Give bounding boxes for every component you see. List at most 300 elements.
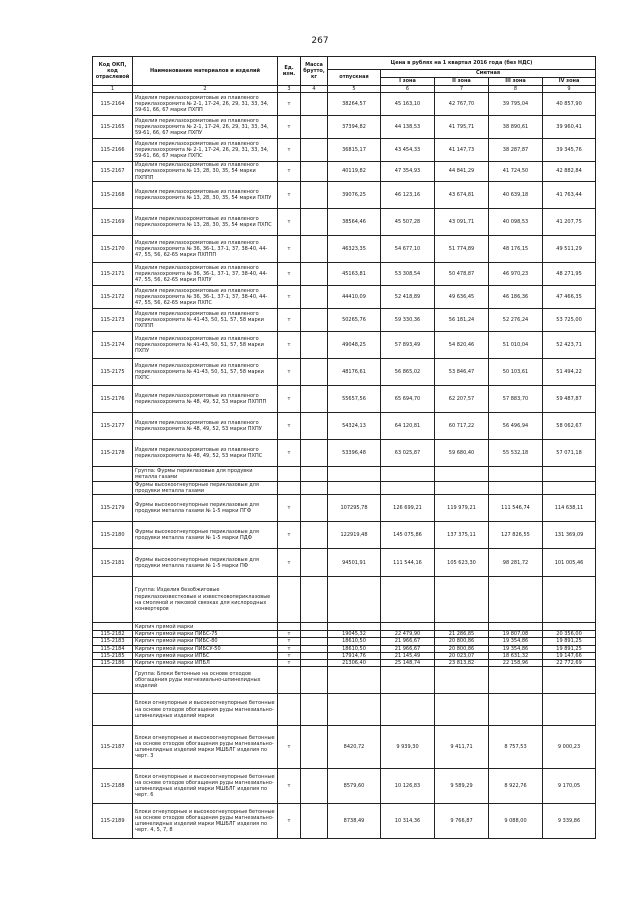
row-price-release: 19045,32 — [328, 631, 381, 638]
row-code: 115-2166 — [93, 139, 133, 162]
row-code: 115-2189 — [93, 804, 133, 839]
row-mass — [301, 262, 328, 285]
row-unit: т — [278, 769, 301, 804]
row-code — [93, 623, 133, 631]
row-code: 115-2188 — [93, 769, 133, 804]
row-unit: т — [278, 549, 301, 577]
row-price-zone-1: 59 330,36 — [381, 308, 435, 331]
row-price-zone-4: 42 882,84 — [543, 162, 596, 182]
row-name: Изделия периклазохромитовые из плавленого периклазохромита № 2-1, 17-24, 26, 29, 31, 33, 34, 59-61, 66, 67 марки ПХПП — [133, 93, 278, 116]
row-price-release: 49048,25 — [328, 331, 381, 358]
row-price-zone-2: 23 813,82 — [435, 660, 489, 667]
row-name: Блоки огнеупорные и высокоогнеупорные бетонные на основе отходов обогащения руды магнезиально-шпинелидных изделий марки МШБЛГ изделия по черт. 3 — [133, 726, 278, 769]
row-price-zone-2: 20 023,07 — [435, 652, 489, 659]
table-row — [93, 660, 596, 667]
row-code: 115-2187 — [93, 726, 133, 769]
table-header — [93, 57, 596, 93]
row-price-release: 8738,49 — [328, 804, 381, 839]
row-price-release: 21306,40 — [328, 660, 381, 667]
row-unit — [278, 667, 301, 694]
row-price-zone-2: 56 181,24 — [435, 308, 489, 331]
row-price-zone-3: 40 639,18 — [489, 181, 543, 208]
row-mass — [301, 623, 328, 631]
row-mass — [301, 522, 328, 549]
row-unit: т — [278, 208, 301, 235]
row-code: 115-2170 — [93, 235, 133, 262]
row-price-zone-2: 20 800,86 — [435, 645, 489, 652]
row-code: 115-2165 — [93, 116, 133, 139]
row-price-zone-1: 53 308,54 — [381, 262, 435, 285]
row-name: Изделия периклазохромитовые из плавленого периклазохромита № 48, 49, 52, 53 марки ПХПУ — [133, 412, 278, 439]
column-number: 4 — [301, 86, 328, 93]
row-name: Кирпич прямой марки ПИБСУ-50 — [133, 645, 278, 652]
row-price-zone-1 — [381, 466, 435, 481]
row-unit: т — [278, 162, 301, 182]
row-code: 115-2164 — [93, 93, 133, 116]
row-price-zone-4: 9 339,86 — [543, 804, 596, 839]
row-code — [93, 667, 133, 694]
row-price-zone-4: 114 638,11 — [543, 495, 596, 522]
table-row — [93, 235, 596, 262]
table-row — [93, 495, 596, 522]
table-row — [93, 645, 596, 652]
row-name: Фурмы высокоогнеупорные периклазовые для продувки металла газами № 1-5 марки ПФ — [133, 549, 278, 577]
row-price-zone-2: 9 589,29 — [435, 769, 489, 804]
column-number: 7 — [435, 86, 489, 93]
column-number: 6 — [381, 86, 435, 93]
row-name: Изделия периклазохромитовые из плавленого периклазохромита № 2-1, 17-24, 26, 29, 31, 33, 34, 59-61, 66, 67 марки ПХПУ — [133, 116, 278, 139]
row-price-zone-4: 39 345,76 — [543, 139, 596, 162]
row-price-zone-4: 19 891,25 — [543, 645, 596, 652]
row-price-zone-2: 51 774,89 — [435, 235, 489, 262]
row-price-release — [328, 466, 381, 481]
table-row — [93, 412, 596, 439]
row-price-zone-4: 20 356,00 — [543, 631, 596, 638]
row-price-zone-3: 8 757,53 — [489, 726, 543, 769]
row-price-zone-1: 21 145,49 — [381, 652, 435, 659]
row-unit: т — [278, 181, 301, 208]
row-mass — [301, 466, 328, 481]
row-price-zone-3: 39 795,04 — [489, 93, 543, 116]
row-unit — [278, 623, 301, 631]
row-price-zone-4: 39 960,41 — [543, 116, 596, 139]
row-mass — [301, 652, 328, 659]
table-row — [93, 139, 596, 162]
row-mass — [301, 495, 328, 522]
row-price-release: 122919,48 — [328, 522, 381, 549]
row-code: 115-2185 — [93, 652, 133, 659]
row-price-zone-4: 48 271,95 — [543, 262, 596, 285]
row-name: Изделия периклазохромитовые из плавленого периклазохромита № 48, 49, 52, 53 марки ПХППП — [133, 385, 278, 412]
row-mass — [301, 331, 328, 358]
row-price-release — [328, 623, 381, 631]
row-name: Изделия периклазохромитовые из плавленого периклазохромита № 36, 36-1, 37-1, 37, 38-40, 44-47, 55, 56, 62-65 марки ПХПУ — [133, 262, 278, 285]
row-price-zone-2: 54 820,46 — [435, 331, 489, 358]
row-unit: т — [278, 235, 301, 262]
row-price-zone-3: 55 532,18 — [489, 439, 543, 466]
table-row — [93, 181, 596, 208]
row-code: 115-2174 — [93, 331, 133, 358]
table-row — [93, 726, 596, 769]
row-code: 115-2180 — [93, 522, 133, 549]
row-price-zone-1: 21 966,67 — [381, 638, 435, 645]
row-price-zone-4: 49 511,29 — [543, 235, 596, 262]
header-zone-3: III зона — [489, 78, 543, 86]
row-price-release — [328, 577, 381, 623]
row-code — [93, 481, 133, 494]
row-price-zone-1: 45 163,10 — [381, 93, 435, 116]
row-price-release: 17914,76 — [328, 652, 381, 659]
row-price-zone-2: 43 091,71 — [435, 208, 489, 235]
row-unit: т — [278, 522, 301, 549]
row-price-zone-1: 145 075,86 — [381, 522, 435, 549]
table-row — [93, 331, 596, 358]
row-price-zone-3: 51 010,04 — [489, 331, 543, 358]
row-code: 115-2184 — [93, 645, 133, 652]
row-unit — [278, 694, 301, 726]
row-unit: т — [278, 412, 301, 439]
row-price-release: 38264,57 — [328, 93, 381, 116]
row-price-zone-3: 18 631,32 — [489, 652, 543, 659]
row-price-zone-1 — [381, 481, 435, 494]
row-price-release: 39076,25 — [328, 181, 381, 208]
row-code — [93, 577, 133, 623]
row-price-zone-1: 43 454,33 — [381, 139, 435, 162]
table-row — [93, 116, 596, 139]
row-mass — [301, 116, 328, 139]
row-price-release: 36815,17 — [328, 139, 381, 162]
row-price-release: 48176,61 — [328, 358, 381, 385]
row-price-zone-1: 57 893,49 — [381, 331, 435, 358]
row-price-zone-3: 8 922,76 — [489, 769, 543, 804]
row-unit: т — [278, 358, 301, 385]
row-price-zone-2: 119 979,21 — [435, 495, 489, 522]
table-row — [93, 93, 596, 116]
row-unit: т — [278, 495, 301, 522]
row-price-zone-3: 56 496,94 — [489, 412, 543, 439]
row-price-zone-4: 9 170,05 — [543, 769, 596, 804]
table-row — [93, 481, 596, 494]
table-row — [93, 522, 596, 549]
row-price-zone-2: 62 207,57 — [435, 385, 489, 412]
table-row — [93, 694, 596, 726]
row-price-zone-3: 19 354,86 — [489, 638, 543, 645]
row-mass — [301, 660, 328, 667]
row-price-zone-1 — [381, 667, 435, 694]
row-price-zone-4: 51 494,22 — [543, 358, 596, 385]
row-price-zone-3: 46 970,23 — [489, 262, 543, 285]
row-price-zone-3: 98 281,72 — [489, 549, 543, 577]
table-row — [93, 638, 596, 645]
row-price-zone-4 — [543, 577, 596, 623]
row-name: Изделия периклазохромитовые из плавленого периклазохромита № 13, 28, 30, 35, 54 марки ПХППП — [133, 162, 278, 182]
row-unit: т — [278, 660, 301, 667]
row-price-zone-2 — [435, 577, 489, 623]
row-price-zone-1: 46 123,16 — [381, 181, 435, 208]
row-price-zone-4: 41 207,75 — [543, 208, 596, 235]
row-price-zone-4: 131 369,09 — [543, 522, 596, 549]
row-mass — [301, 726, 328, 769]
row-price-zone-3: 38 890,61 — [489, 116, 543, 139]
row-price-zone-1: 9 939,30 — [381, 726, 435, 769]
row-price-zone-2 — [435, 667, 489, 694]
row-mass — [301, 181, 328, 208]
row-price-zone-2: 41 795,71 — [435, 116, 489, 139]
row-price-zone-3 — [489, 577, 543, 623]
row-code: 115-2176 — [93, 385, 133, 412]
row-code: 115-2179 — [93, 495, 133, 522]
row-price-zone-3: 19 354,86 — [489, 645, 543, 652]
row-code: 115-2183 — [93, 638, 133, 645]
row-price-zone-4: 22 772,69 — [543, 660, 596, 667]
row-price-zone-3: 50 103,61 — [489, 358, 543, 385]
row-unit — [278, 466, 301, 481]
table-row — [93, 769, 596, 804]
row-price-release: 54324,13 — [328, 412, 381, 439]
row-price-zone-4: 41 763,44 — [543, 181, 596, 208]
row-price-zone-1: 64 120,81 — [381, 412, 435, 439]
row-price-zone-1: 45 507,28 — [381, 208, 435, 235]
row-name: Фурмы высокоогнеупорные периклазовые для продувки металла газами № 1-5 марки ПГФ — [133, 495, 278, 522]
row-mass — [301, 667, 328, 694]
table-body — [93, 93, 596, 839]
row-name: Блоки огнеупорные и высокоогнеупорные бетонные на основе отходов обогащения руды магнезиально-шпинелидных изделий марки МШБЛГ изделия по черт. 6 — [133, 769, 278, 804]
row-price-zone-1: 54 677,10 — [381, 235, 435, 262]
header-name: Наименование материалов и изделий — [133, 57, 278, 86]
row-price-zone-3: 22 158,96 — [489, 660, 543, 667]
row-price-zone-1 — [381, 694, 435, 726]
row-price-release: 55657,56 — [328, 385, 381, 412]
row-unit: т — [278, 804, 301, 839]
row-price-zone-4 — [543, 466, 596, 481]
row-code: 115-2182 — [93, 631, 133, 638]
row-price-zone-1: 21 966,67 — [381, 645, 435, 652]
row-price-zone-1: 111 544,16 — [381, 549, 435, 577]
column-number: 5 — [328, 86, 381, 93]
row-price-zone-1: 126 699,21 — [381, 495, 435, 522]
row-price-zone-4: 40 857,90 — [543, 93, 596, 116]
row-price-release: 107295,78 — [328, 495, 381, 522]
row-code — [93, 466, 133, 481]
table-row — [93, 262, 596, 285]
row-name: Изделия периклазохромитовые из плавленого периклазохромита № 13, 28, 30, 35, 54 марки ПХПС — [133, 208, 278, 235]
row-price-zone-4: 57 071,18 — [543, 439, 596, 466]
row-price-release: 44410,09 — [328, 285, 381, 308]
row-price-release — [328, 667, 381, 694]
row-price-zone-4: 9 000,23 — [543, 726, 596, 769]
row-name: Фурмы высокоогнеупорные периклазовые для продувки металла газами — [133, 481, 278, 494]
row-name: Кирпич прямой марки ИПБЛ — [133, 660, 278, 667]
row-price-zone-2: 20 800,86 — [435, 638, 489, 645]
header-estimate: Сметная — [381, 70, 596, 78]
column-number: 1 — [93, 86, 133, 93]
row-code: 115-2178 — [93, 439, 133, 466]
row-price-zone-1: 63 025,87 — [381, 439, 435, 466]
row-unit — [278, 577, 301, 623]
row-price-zone-4 — [543, 667, 596, 694]
row-mass — [301, 694, 328, 726]
header-price-group: Цена в рублях на 1 квартал 2016 года (без НДС) — [328, 57, 596, 70]
table-row — [93, 439, 596, 466]
row-name: Кирпич прямой марки ИПБС — [133, 652, 278, 659]
row-price-zone-4: 52 423,71 — [543, 331, 596, 358]
row-name: Группа: Фурмы периклазовые для продувки металла газами — [133, 466, 278, 481]
row-code: 115-2171 — [93, 262, 133, 285]
row-unit: т — [278, 139, 301, 162]
row-price-zone-2: 9 766,87 — [435, 804, 489, 839]
table-row — [93, 804, 596, 839]
row-name: Блоки огнеупорные и высокоогнеупорные бетонные на основе отходов обогащения руды магнезиально-шпинелидных изделий марки — [133, 694, 278, 726]
row-mass — [301, 139, 328, 162]
header-zone-4: IV зона — [543, 78, 596, 86]
row-unit: т — [278, 285, 301, 308]
row-price-zone-1: 44 138,53 — [381, 116, 435, 139]
row-price-release — [328, 481, 381, 494]
row-name: Кирпич прямой марки — [133, 623, 278, 631]
row-price-zone-1: 22 479,90 — [381, 631, 435, 638]
row-mass — [301, 93, 328, 116]
row-price-zone-4: 19 891,25 — [543, 638, 596, 645]
table-row — [93, 285, 596, 308]
row-name: Кирпич прямой марки ПИБС-80 — [133, 638, 278, 645]
column-numbers-row — [93, 86, 596, 93]
row-code: 115-2168 — [93, 181, 133, 208]
header-mass: Масса брутто, кг — [301, 57, 328, 86]
row-price-zone-2: 41 147,73 — [435, 139, 489, 162]
row-price-release: 18610,50 — [328, 638, 381, 645]
column-number: 8 — [489, 86, 543, 93]
row-price-zone-4 — [543, 481, 596, 494]
row-unit — [278, 481, 301, 494]
row-code: 115-2186 — [93, 660, 133, 667]
table-row — [93, 385, 596, 412]
row-code: 115-2172 — [93, 285, 133, 308]
row-mass — [301, 645, 328, 652]
row-price-zone-2: 49 636,45 — [435, 285, 489, 308]
row-price-zone-2: 21 286,85 — [435, 631, 489, 638]
row-price-zone-4 — [543, 623, 596, 631]
group-row — [93, 577, 596, 623]
row-mass — [301, 631, 328, 638]
row-code: 115-2181 — [93, 549, 133, 577]
row-name: Фурмы высокоогнеупорные периклазовые для продувки металла газами № 1-5 марки ПДФ — [133, 522, 278, 549]
row-price-zone-3: 111 546,74 — [489, 495, 543, 522]
row-unit: т — [278, 726, 301, 769]
row-price-zone-1 — [381, 623, 435, 631]
row-price-zone-3: 41 724,50 — [489, 162, 543, 182]
column-number: 9 — [543, 86, 596, 93]
row-mass — [301, 385, 328, 412]
row-price-zone-1 — [381, 577, 435, 623]
row-price-zone-4: 19 147,66 — [543, 652, 596, 659]
row-price-release: 53396,48 — [328, 439, 381, 466]
row-price-zone-4: 53 725,00 — [543, 308, 596, 331]
row-price-zone-1: 10 126,83 — [381, 769, 435, 804]
row-unit: т — [278, 439, 301, 466]
row-price-zone-3: 46 186,36 — [489, 285, 543, 308]
row-price-zone-1: 65 694,70 — [381, 385, 435, 412]
row-price-zone-2 — [435, 481, 489, 494]
row-price-zone-3 — [489, 694, 543, 726]
row-price-zone-2: 50 478,87 — [435, 262, 489, 285]
table-row — [93, 358, 596, 385]
row-name: Группа: Блоки бетонные на основе отходов обогащения руды магнезиально-шпинелидных изделий — [133, 667, 278, 694]
row-price-zone-4: 47 466,35 — [543, 285, 596, 308]
row-price-zone-3 — [489, 623, 543, 631]
table-row — [93, 623, 596, 631]
row-mass — [301, 549, 328, 577]
row-mass — [301, 358, 328, 385]
row-name: Блоки огнеупорные и высокоогнеупорные бетонные на основе отходов обогащения руды магнезиально-шпинелидных изделий марки МШБЛГ изделия по черт. 4, 5, 7, 8 — [133, 804, 278, 839]
row-unit: т — [278, 116, 301, 139]
row-price-zone-1: 10 314,36 — [381, 804, 435, 839]
row-unit: т — [278, 93, 301, 116]
row-price-release: 46323,35 — [328, 235, 381, 262]
table-row — [93, 308, 596, 331]
row-price-zone-3: 38 287,87 — [489, 139, 543, 162]
row-price-zone-3 — [489, 481, 543, 494]
row-price-release — [328, 694, 381, 726]
column-number: 3 — [278, 86, 301, 93]
row-unit: т — [278, 331, 301, 358]
row-mass — [301, 308, 328, 331]
row-mass — [301, 285, 328, 308]
header-code: Код ОКП, код отраслевой — [93, 57, 133, 86]
page-number: 267 — [311, 36, 329, 46]
row-price-release: 40119,82 — [328, 162, 381, 182]
row-name: Изделия периклазохромитовые из плавленого периклазохромита № 41-43, 50, 51, 57, 58 марки ПХППП — [133, 308, 278, 331]
header-zone-2: II зона — [435, 78, 489, 86]
price-table — [92, 56, 596, 839]
table-row — [93, 162, 596, 182]
row-price-zone-1: 52 418,89 — [381, 285, 435, 308]
row-price-zone-3: 52 276,24 — [489, 308, 543, 331]
row-price-release: 45163,81 — [328, 262, 381, 285]
row-unit: т — [278, 262, 301, 285]
row-price-zone-2: 59 680,40 — [435, 439, 489, 466]
row-price-zone-4: 59 487,87 — [543, 385, 596, 412]
row-name: Группа: Изделия безобжиговые периклазоизвестковые и известковопериклазовые на смоляной и пековой связках для кислородных конвертеров — [133, 577, 278, 623]
row-price-zone-3 — [489, 667, 543, 694]
row-price-zone-2: 9 411,71 — [435, 726, 489, 769]
column-number: 2 — [133, 86, 278, 93]
header-release: отпускная — [328, 70, 381, 86]
row-price-zone-2 — [435, 466, 489, 481]
row-code: 115-2173 — [93, 308, 133, 331]
row-price-zone-4: 58 062,67 — [543, 412, 596, 439]
row-price-zone-4: 101 005,46 — [543, 549, 596, 577]
row-price-zone-2: 42 767,70 — [435, 93, 489, 116]
row-price-release: 8420,72 — [328, 726, 381, 769]
row-price-release: 8579,60 — [328, 769, 381, 804]
table-row — [93, 652, 596, 659]
table-row — [93, 631, 596, 638]
row-mass — [301, 412, 328, 439]
row-unit: т — [278, 308, 301, 331]
group-row — [93, 466, 596, 481]
row-unit: т — [278, 645, 301, 652]
row-price-release: 94501,91 — [328, 549, 381, 577]
row-price-zone-1: 47 354,93 — [381, 162, 435, 182]
row-price-zone-3: 19 807,08 — [489, 631, 543, 638]
row-price-zone-2: 44 841,29 — [435, 162, 489, 182]
row-code: 115-2177 — [93, 412, 133, 439]
row-mass — [301, 577, 328, 623]
row-name: Изделия периклазохромитовые из плавленого периклазохромита № 48, 49, 52, 53 марки ПХПС — [133, 439, 278, 466]
row-name: Изделия периклазохромитовые из плавленого периклазохромита № 41-43, 50, 51, 57, 58 марки ПХПУ — [133, 331, 278, 358]
header-zone-1: I зона — [381, 78, 435, 86]
row-price-zone-3: 9 088,00 — [489, 804, 543, 839]
